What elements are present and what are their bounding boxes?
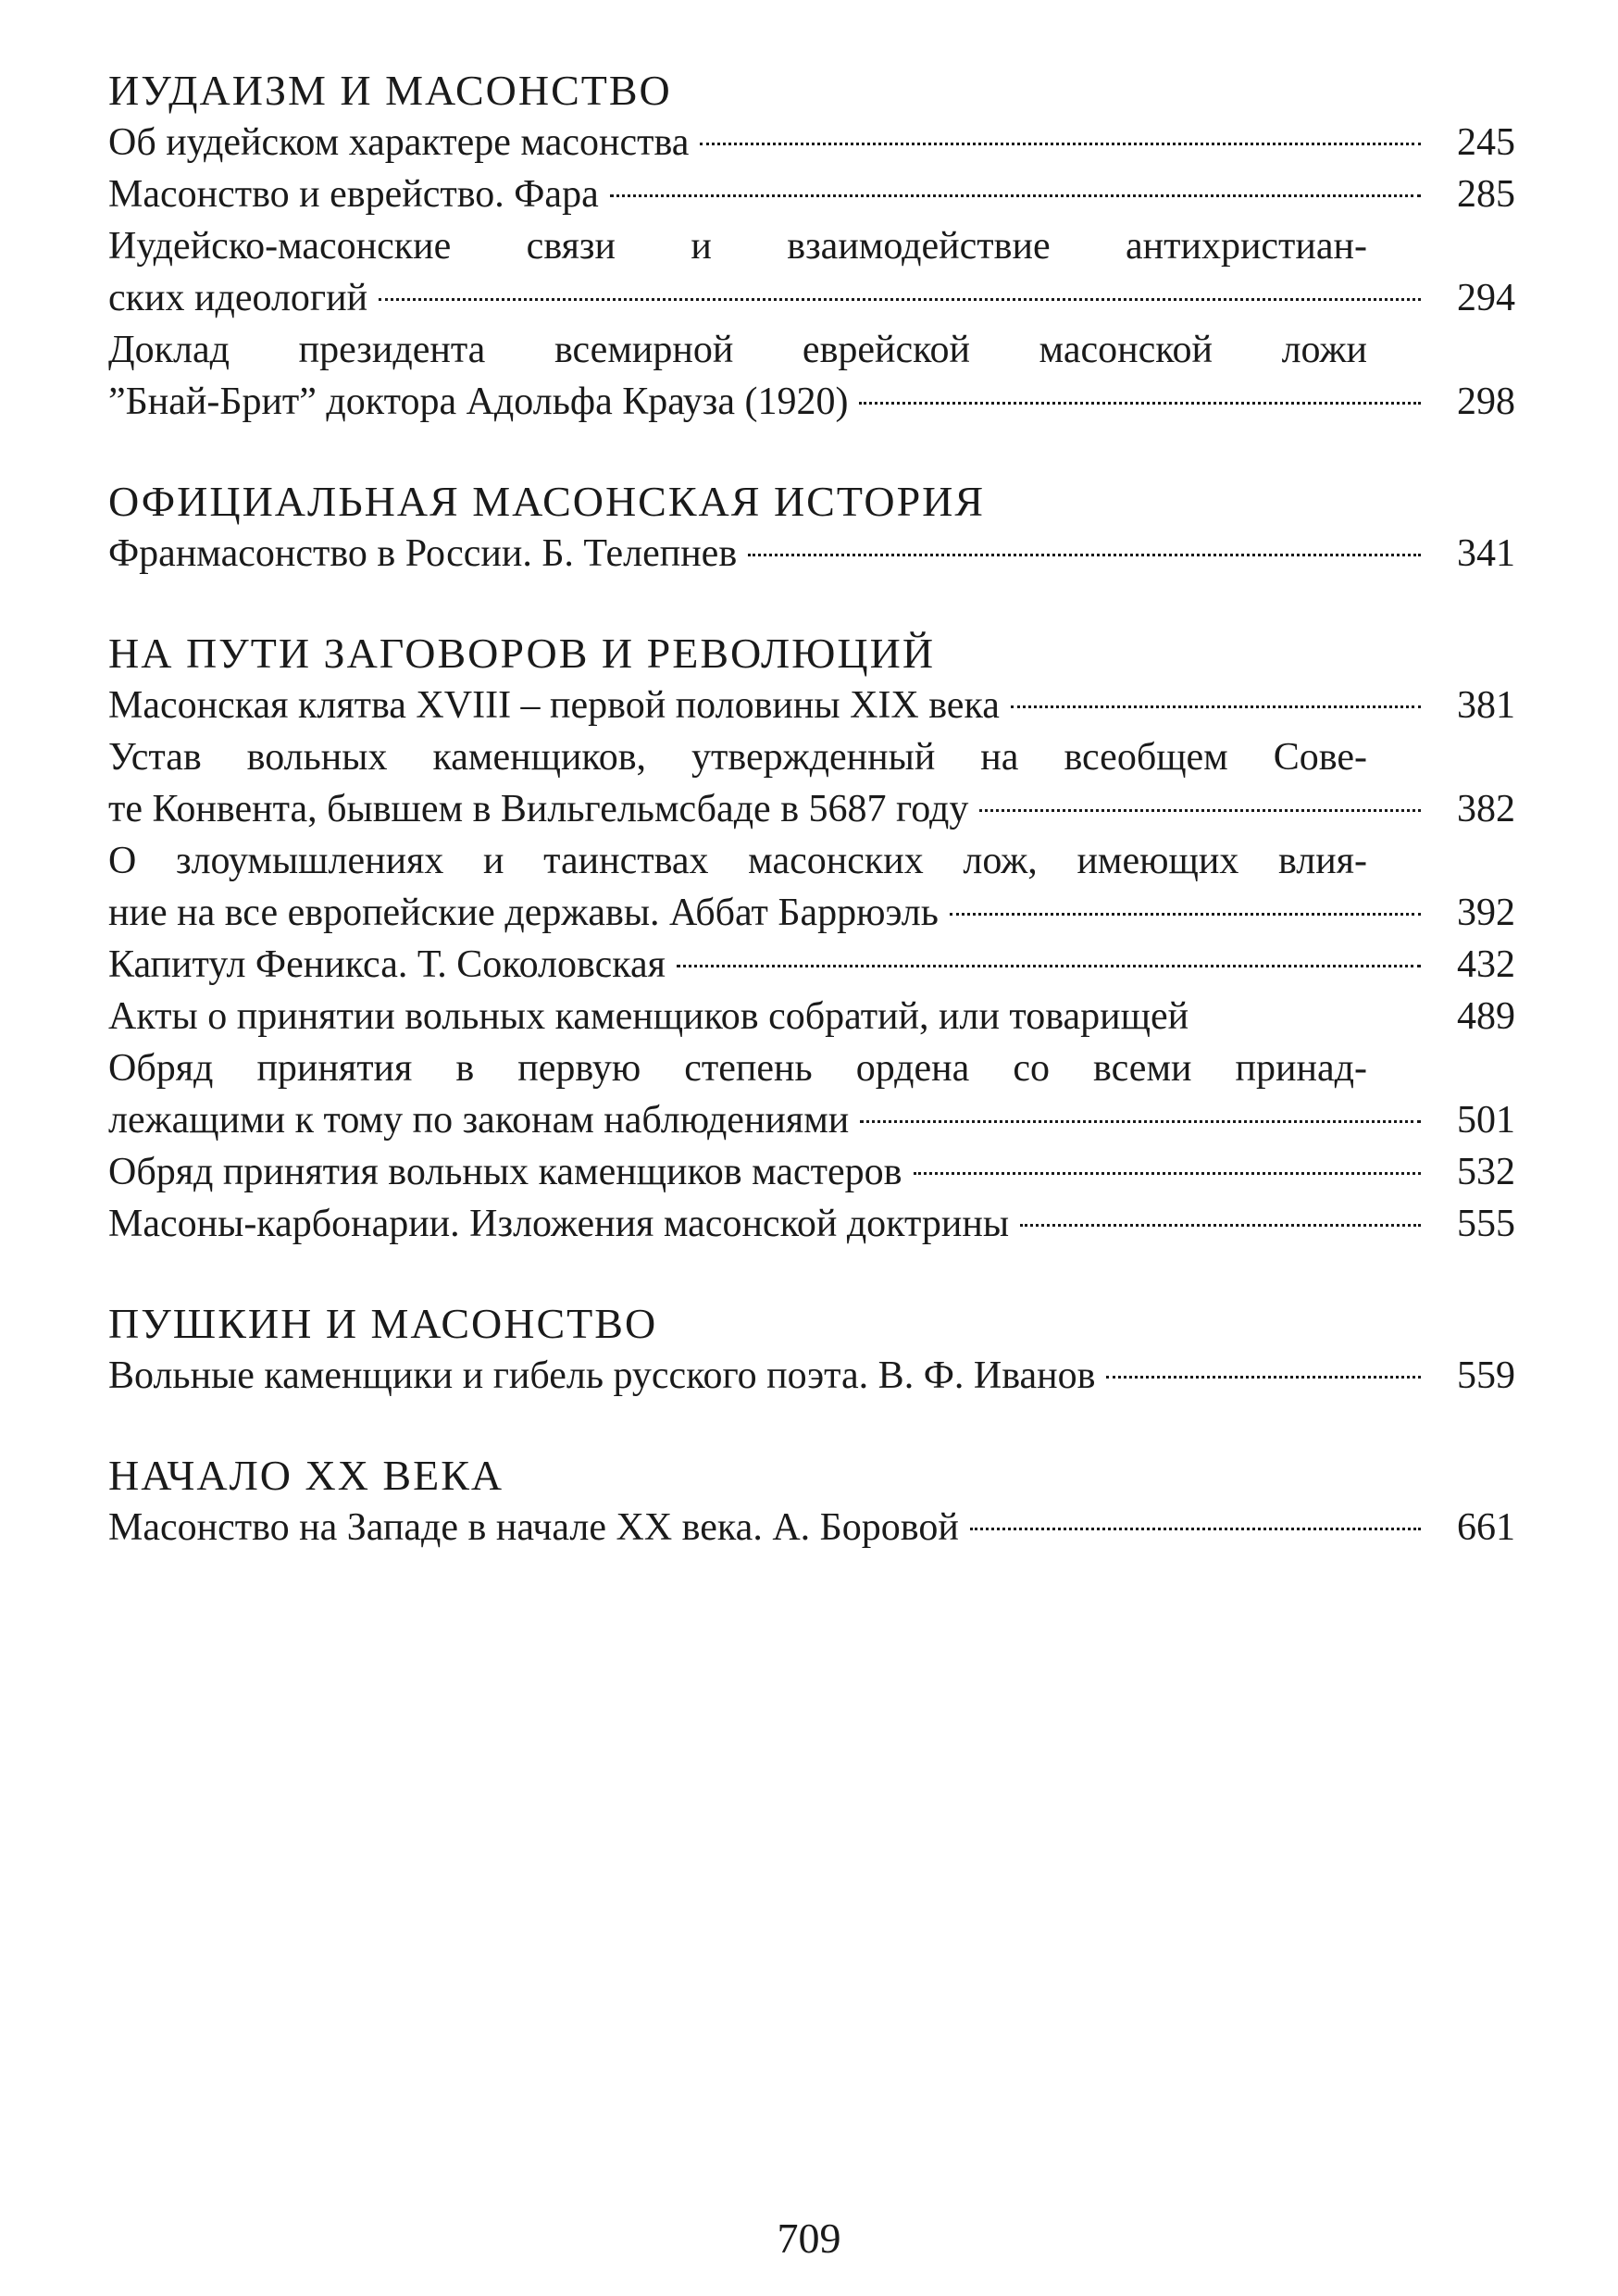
dot-leader (970, 1528, 1421, 1530)
section-title: ИУДАИЗМ И МАСОНСТВО (108, 67, 672, 114)
toc-section (108, 628, 1515, 1250)
section-title: ПУШКИН И МАСОНСТВО (108, 1300, 658, 1347)
entry-page-number: 298 (1457, 381, 1515, 423)
entry-title: Вольные каменщики и гибель русского поэта. В. Ф. Иванов (108, 1354, 1096, 1397)
dot-leader (748, 554, 1421, 556)
entry-title: Акты о принятии вольных каменщиков собратий, или товарищей (108, 995, 1189, 1038)
entry-last-line (108, 117, 1515, 168)
entry-title-line: О злоумышлениях и таинствах масонских лож, имеющих влия- (108, 840, 1367, 882)
toc-section (108, 65, 1515, 428)
toc-entry[interactable] (108, 324, 1515, 428)
dot-leader (1011, 705, 1421, 708)
entry-title-line: Доклад президента всемирной еврейской масонской ложи (108, 329, 1367, 371)
toc-entry[interactable] (108, 835, 1515, 939)
entry-page-number: 501 (1457, 1099, 1515, 1142)
entry-page-number: 559 (1457, 1354, 1515, 1397)
dot-leader (950, 913, 1421, 916)
entry-last-line (108, 1146, 1515, 1198)
toc-entry[interactable] (108, 731, 1515, 835)
dot-leader (860, 1120, 1421, 1123)
toc-entry[interactable] (108, 991, 1515, 1042)
dot-leader (979, 809, 1421, 812)
entry-page-number: 382 (1457, 788, 1515, 830)
entry-title: ”Бнай-Брит” доктора Адольфа Крауза (1920) (108, 381, 849, 423)
entry-title: Франмасонство в России. Б. Телепнев (108, 532, 738, 575)
entry-title: те Конвента, бывшем в Вильгельмсбаде в 5687 году (108, 788, 969, 830)
entry-title-line: Устав вольных каменщиков, утвержденный на всеобщем Сове- (108, 736, 1367, 779)
dot-leader (1106, 1376, 1421, 1379)
entry-title: Обряд принятия вольных каменщиков мастеров (108, 1151, 902, 1193)
entry-last-line (108, 991, 1515, 1042)
toc-section (108, 1450, 1515, 1554)
toc-section (108, 1298, 1515, 1402)
page-number: 709 (777, 2215, 841, 2262)
entry-title: Масонская клятва XVIII – первой половины XIX века (108, 684, 1000, 727)
section-title: НА ПУТИ ЗАГОВОРОВ И РЕВОЛЮЦИЙ (108, 630, 936, 677)
toc-entry[interactable] (108, 1502, 1515, 1554)
entry-page-number: 381 (1457, 684, 1515, 727)
entry-last-line (108, 1350, 1515, 1402)
toc-section (108, 476, 1515, 580)
section-title: НАЧАЛО XX ВЕКА (108, 1452, 504, 1499)
toc-entry[interactable] (108, 939, 1515, 991)
entry-last-line (108, 887, 1515, 939)
entry-last-line (108, 272, 1515, 324)
entry-page-number: 245 (1457, 121, 1515, 164)
entry-page-number: 294 (1457, 277, 1515, 319)
entry-last-line (108, 1198, 1515, 1250)
dot-leader (610, 194, 1421, 197)
entry-page-number: 392 (1457, 892, 1515, 934)
entry-page-number: 341 (1457, 532, 1515, 575)
entry-page-number: 555 (1457, 1203, 1515, 1245)
entry-last-line (108, 1094, 1515, 1146)
section-title: ОФИЦИАЛЬНАЯ МАСОНСКАЯ ИСТОРИЯ (108, 478, 986, 525)
toc-entry[interactable] (108, 220, 1515, 324)
toc-entry[interactable] (108, 1042, 1515, 1146)
entry-title: Масонство на Западе в начале XX века. А. Боровой (108, 1506, 959, 1549)
dot-leader (700, 143, 1421, 145)
toc-entry[interactable] (108, 1350, 1515, 1402)
entry-last-line (108, 939, 1515, 991)
entry-last-line (108, 680, 1515, 731)
dot-leader (914, 1172, 1421, 1175)
toc-entry[interactable] (108, 680, 1515, 731)
entry-title: Об иудейском характере масонства (108, 121, 690, 164)
toc-entry[interactable] (108, 1198, 1515, 1250)
entry-title: Масоны-карбонарии. Изложения масонской доктрины (108, 1203, 1010, 1245)
dot-leader (379, 298, 1421, 301)
entry-last-line (108, 783, 1515, 835)
entry-title: ских идеологий (108, 277, 368, 319)
entry-page-number: 432 (1457, 943, 1515, 986)
entry-last-line (108, 1502, 1515, 1554)
toc-entry[interactable] (108, 528, 1515, 580)
entry-page-number: 285 (1457, 173, 1515, 216)
entry-title: лежащими к тому по законам наблюдениями (108, 1099, 850, 1142)
dot-leader (1020, 1224, 1421, 1227)
entry-last-line (108, 376, 1515, 428)
entry-title-line: Иудейско-масонские связи и взаимодействие антихристиан- (108, 225, 1367, 268)
table-of-contents (108, 65, 1515, 1602)
entry-title: Капитул Феникса. Т. Соколовская (108, 943, 666, 986)
entry-page-number: 532 (1457, 1151, 1515, 1193)
entry-title: ние на все европейские державы. Аббат Баррюэль (108, 892, 939, 934)
entry-title-line: Обряд принятия в первую степень ордена со всеми принад- (108, 1047, 1367, 1090)
entry-last-line (108, 168, 1515, 220)
entry-page-number: 489 (1457, 995, 1515, 1038)
dot-leader (677, 965, 1421, 967)
entry-last-line (108, 528, 1515, 580)
entry-title: Масонство и еврейство. Фара (108, 173, 599, 216)
entry-page-number: 661 (1457, 1506, 1515, 1549)
toc-entry[interactable] (108, 117, 1515, 168)
toc-entry[interactable] (108, 168, 1515, 220)
toc-entry[interactable] (108, 1146, 1515, 1198)
dot-leader (859, 402, 1421, 405)
